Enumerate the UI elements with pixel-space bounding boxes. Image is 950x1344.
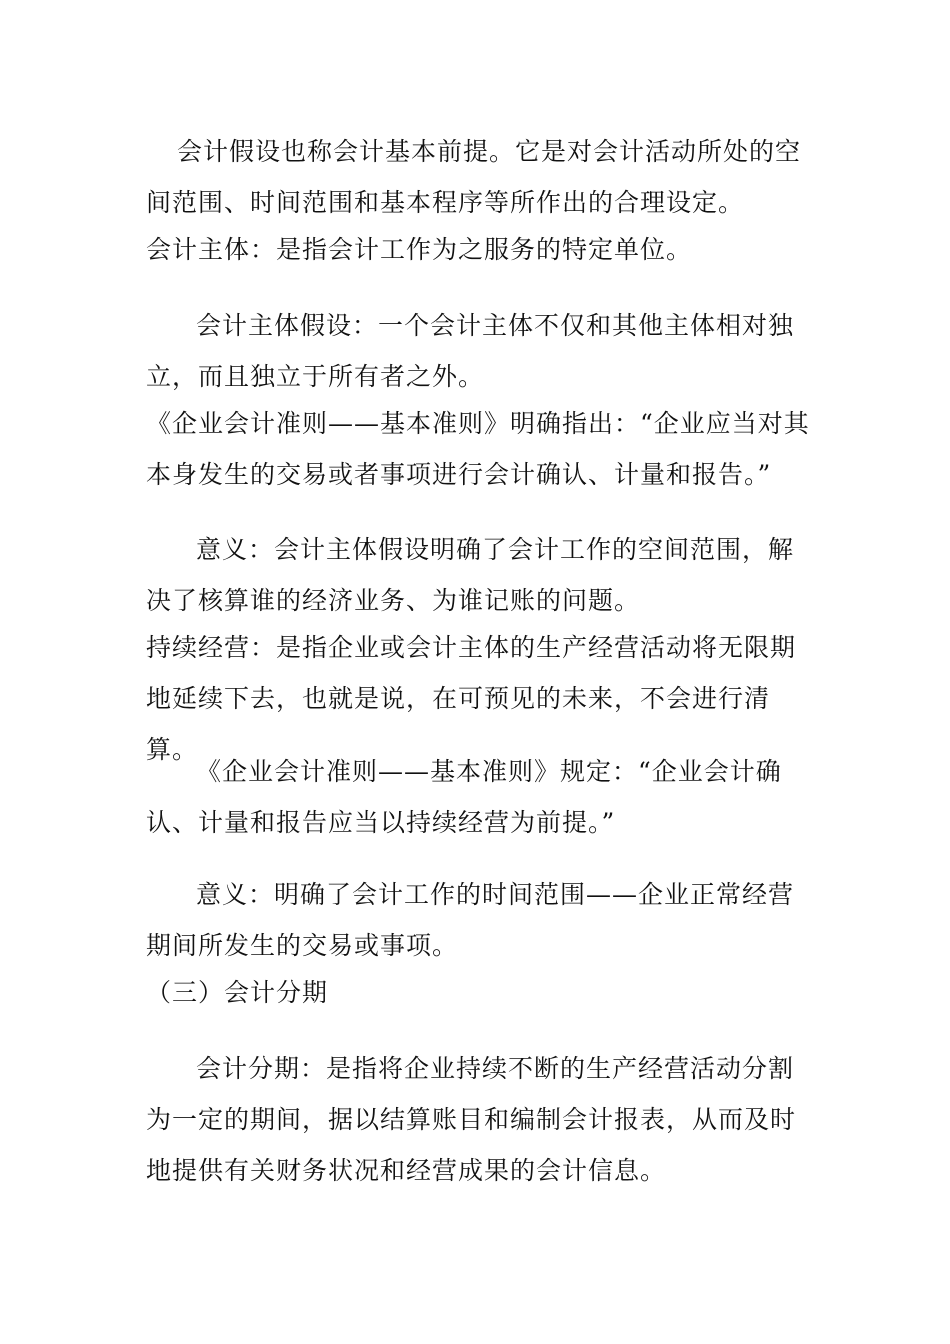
section-heading-accounting-period: （三）会计分期: [146, 978, 329, 1007]
paragraph-accounting-entity-definition: 会计主体：是指会计工作为之服务的特定单位。: [146, 235, 693, 264]
paragraph-going-concern-significance: 意义：明确了会计工作的时间范围——企业正常经营期间所发生的交易或事项。: [146, 880, 795, 960]
paragraph-accounting-assumptions: 会计假设也称会计基本前提。它是对会计活动所处的空间范围、时间范围和基本程序等所作出的合理设定。: [146, 137, 802, 217]
paragraph-standard-quote-entity: 《企业会计准则——基本准则》明确指出：“企业应当对其本身发生的交易或者事项进行会计确认、计量和报告。”: [146, 409, 810, 489]
paragraph-standard-quote-going-concern: 《企业会计准则——基本准则》规定：“企业会计确认、计量和报告应当以持续经营为前提。”: [146, 757, 782, 837]
paragraph-going-concern-definition: 持续经营：是指企业或会计主体的生产经营活动将无限期地延续下去，也就是说，在可预见的未来，不会进行清算。: [146, 633, 797, 764]
paragraph-accounting-period-definition: 会计分期：是指将企业持续不断的生产经营活动分割为一定的期间，据以结算账目和编制会计报表，从而及时地提供有关财务状况和经营成果的会计信息。: [146, 1054, 797, 1185]
paragraph-entity-assumption: 会计主体假设：一个会计主体不仅和其他主体相对独立，而且独立于所有者之外。: [146, 311, 795, 391]
paragraph-entity-significance: 意义：会计主体假设明确了会计工作的空间范围，解决了核算谁的经济业务、为谁记账的问题。: [146, 535, 795, 615]
